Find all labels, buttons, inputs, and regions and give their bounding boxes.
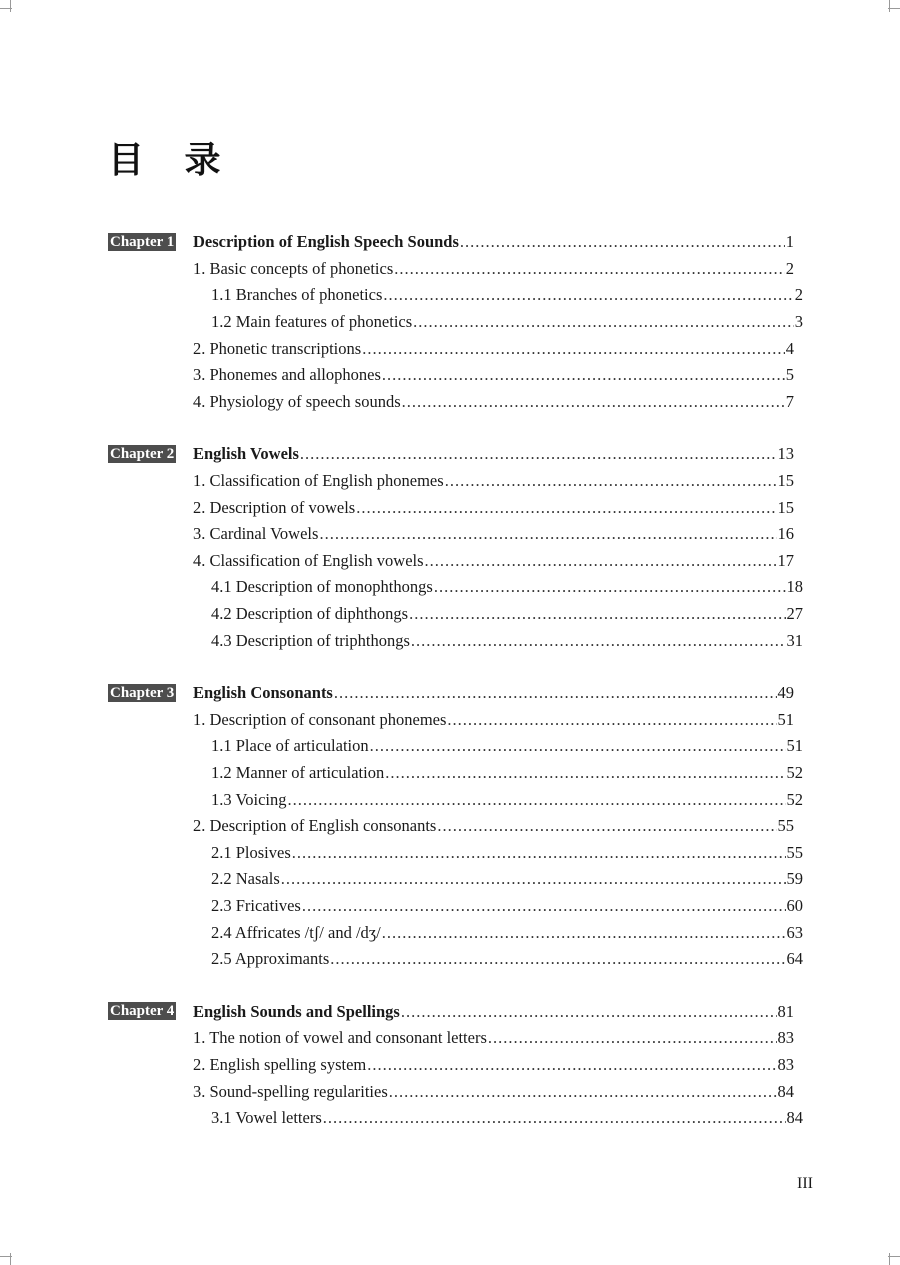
toc-entry[interactable] (193, 392, 794, 412)
toc-entry[interactable] (193, 498, 794, 518)
dot-leader (300, 444, 777, 464)
page-ref: 15 (777, 497, 794, 517)
dot-leader (287, 790, 785, 810)
toc-row (0, 866, 900, 893)
dot-leader (413, 312, 794, 332)
toc-entry[interactable] (211, 312, 803, 332)
page-ref: 59 (786, 869, 803, 889)
toc-row (0, 839, 900, 866)
crop-mark (889, 1253, 890, 1265)
entry-title: 2.4 Affricates /tʃ/ and /dʒ/ (211, 922, 381, 942)
entry-title: 4. Physiology of speech sounds (193, 391, 401, 411)
page-ref: 13 (777, 444, 794, 464)
entry-title: 2.3 Fricatives (211, 895, 301, 915)
dot-leader (383, 285, 793, 305)
page-ref: 31 (786, 630, 803, 650)
toc-row (0, 919, 900, 946)
dot-leader (445, 471, 777, 491)
chapter-label: Chapter 1 (110, 234, 175, 250)
page-ref: 64 (786, 949, 803, 969)
page-ref: 83 (777, 1028, 794, 1048)
toc-row (0, 256, 900, 283)
dot-leader (460, 232, 785, 252)
page-ref: 16 (777, 524, 794, 544)
toc-entry[interactable] (193, 339, 794, 359)
dot-leader (334, 683, 777, 703)
chapter-title: Description of English Speech Sounds (193, 232, 459, 252)
toc-entry[interactable] (211, 896, 803, 916)
toc-chapter-row (0, 680, 900, 707)
toc-entry[interactable] (193, 551, 794, 571)
toc-row (0, 601, 900, 628)
entry-title: 3. Sound-spelling regularities (193, 1081, 388, 1101)
page-ref: 27 (786, 604, 803, 624)
toc-entry[interactable] (211, 604, 803, 624)
toc-row (0, 309, 900, 336)
toc-entry[interactable] (211, 285, 803, 305)
page-ref: 15 (777, 471, 794, 491)
page-ref: 55 (786, 842, 803, 862)
toc-entry[interactable] (193, 1082, 794, 1102)
entry-title: 1.1 Branches of phonetics (211, 285, 383, 305)
entry-title: 2. Description of English consonants (193, 816, 437, 836)
toc-row (0, 893, 900, 920)
toc-entry[interactable] (211, 869, 803, 889)
toc-entry[interactable] (193, 1055, 794, 1075)
dot-leader (319, 524, 776, 544)
toc-row (0, 786, 900, 813)
crop-mark (889, 0, 890, 12)
toc-chapter-row (0, 998, 900, 1025)
entry-title: 3. Phonemes and allophones (193, 365, 381, 385)
page-ref: 17 (777, 550, 794, 570)
entry-title: 4.1 Description of monophthongs (211, 577, 433, 597)
page-ref: 84 (777, 1081, 794, 1101)
toc-chapter-row (0, 229, 900, 256)
entry-title: 2. English spelling system (193, 1054, 367, 1074)
page-ref: 2 (785, 258, 794, 278)
entry-title: 4.3 Description of triphthongs (211, 630, 410, 650)
entry-title: 1.2 Manner of articulation (211, 762, 385, 782)
dot-leader (437, 816, 776, 836)
page-title: 目 录 (108, 140, 235, 181)
entry-title: 3.1 Vowel letters (211, 1108, 322, 1128)
entry-title: 1. Basic concepts of phonetics (193, 258, 394, 278)
toc-row (0, 733, 900, 760)
dot-leader (370, 736, 786, 756)
page-ref: 51 (777, 709, 794, 729)
toc-entry[interactable] (211, 631, 803, 651)
toc-entry[interactable] (193, 1002, 794, 1022)
dot-leader (389, 1082, 777, 1102)
chapter-title: English Sounds and Spellings (193, 1001, 400, 1021)
toc-row (0, 362, 900, 389)
toc-row (0, 389, 900, 416)
dot-leader (411, 631, 786, 651)
toc-row (0, 1025, 900, 1052)
toc-entry[interactable] (211, 1108, 803, 1128)
toc-entry[interactable] (211, 949, 803, 969)
page-ref: 51 (786, 736, 803, 756)
toc-entry[interactable] (211, 763, 803, 783)
page-ref: 52 (786, 762, 803, 782)
entry-title: 1.3 Voicing (211, 789, 287, 809)
dot-leader (385, 763, 785, 783)
toc-entry[interactable] (193, 1028, 794, 1048)
dot-leader (292, 843, 786, 863)
entry-title: 1.2 Main features of phonetics (211, 312, 413, 332)
page-ref: 60 (786, 895, 803, 915)
entry-title: 1. Description of consonant phonemes (193, 709, 447, 729)
page-ref: 18 (786, 577, 803, 597)
page-ref: 3 (794, 312, 803, 332)
dot-leader (447, 710, 776, 730)
entry-title: 2. Phonetic transcriptions (193, 338, 362, 358)
dot-leader (382, 923, 786, 943)
toc-entry[interactable] (193, 232, 794, 252)
dot-leader (362, 339, 785, 359)
page-ref: 4 (785, 338, 794, 358)
dot-leader (409, 604, 785, 624)
toc-row (0, 1078, 900, 1105)
toc-row (0, 1105, 900, 1132)
toc-row (0, 282, 900, 309)
toc-entry[interactable] (193, 365, 794, 385)
dot-leader (382, 365, 785, 385)
chapter-title: English Consonants (193, 683, 333, 703)
toc-chapter-row (0, 441, 900, 468)
entry-title: 4. Classification of English vowels (193, 550, 424, 570)
toc-row (0, 1052, 900, 1079)
table-of-contents (0, 229, 900, 1131)
page-ref: 83 (777, 1054, 794, 1074)
page-number: III (797, 1175, 813, 1192)
toc-row (0, 574, 900, 601)
toc-row (0, 627, 900, 654)
dot-leader (302, 896, 786, 916)
entry-title: 2.2 Nasals (211, 869, 280, 889)
entry-title: 3. Cardinal Vowels (193, 524, 319, 544)
dot-leader (394, 259, 785, 279)
chapter-title: English Vowels (193, 444, 299, 464)
toc-row (0, 468, 900, 495)
toc-row (0, 548, 900, 575)
chapter-label: Chapter 2 (110, 446, 175, 463)
page-ref: 1 (785, 232, 794, 252)
toc-entry[interactable] (211, 790, 803, 810)
toc-entry[interactable] (211, 736, 803, 756)
toc-entry[interactable] (193, 471, 794, 491)
toc-row (0, 494, 900, 521)
dot-leader (401, 1002, 777, 1022)
toc-row (0, 335, 900, 362)
entry-title: 2.5 Approximants (211, 949, 330, 969)
toc-row (0, 521, 900, 548)
entry-title: 4.2 Description of diphthongs (211, 604, 409, 624)
entry-title: 2. Description of vowels (193, 497, 356, 517)
toc-entry[interactable] (193, 710, 794, 730)
page-ref: 7 (785, 391, 794, 411)
dot-leader (323, 1108, 786, 1128)
toc-row (0, 946, 900, 973)
page-ref: 49 (777, 683, 794, 703)
page-ref: 81 (777, 1001, 794, 1021)
toc-entry[interactable] (211, 843, 803, 863)
dot-leader (330, 949, 785, 969)
toc-entry[interactable] (193, 816, 794, 836)
entry-title: 1. Classification of English phonemes (193, 471, 444, 491)
toc-entry[interactable] (193, 444, 794, 464)
crop-mark (10, 0, 11, 12)
entry-title: 1.1 Place of articulation (211, 736, 369, 756)
chapter-label: Chapter 3 (110, 684, 175, 701)
toc-entry[interactable] (193, 524, 794, 544)
page-ref: 2 (794, 285, 803, 305)
toc-entry[interactable] (211, 577, 803, 597)
toc-entry[interactable] (193, 259, 794, 279)
crop-mark (10, 1253, 11, 1265)
page-ref: 63 (786, 922, 803, 942)
toc-row (0, 813, 900, 840)
toc-row (0, 707, 900, 734)
dot-leader (488, 1028, 777, 1048)
entry-title: 2.1 Plosives (211, 842, 291, 862)
dot-leader (367, 1055, 776, 1075)
page-ref: 55 (777, 816, 794, 836)
dot-leader (281, 869, 786, 889)
dot-leader (425, 551, 777, 571)
page-ref: 5 (785, 365, 794, 385)
dot-leader (356, 498, 776, 518)
toc-entry[interactable] (211, 923, 803, 943)
chapter-label: Chapter 4 (110, 1003, 175, 1020)
page-ref: 84 (786, 1108, 803, 1128)
toc-entry[interactable] (193, 683, 794, 703)
dot-leader (434, 577, 786, 597)
entry-title: 1. The notion of vowel and consonant letters (193, 1028, 487, 1048)
page-ref: 52 (786, 789, 803, 809)
dot-leader (402, 392, 785, 412)
toc-row (0, 760, 900, 787)
